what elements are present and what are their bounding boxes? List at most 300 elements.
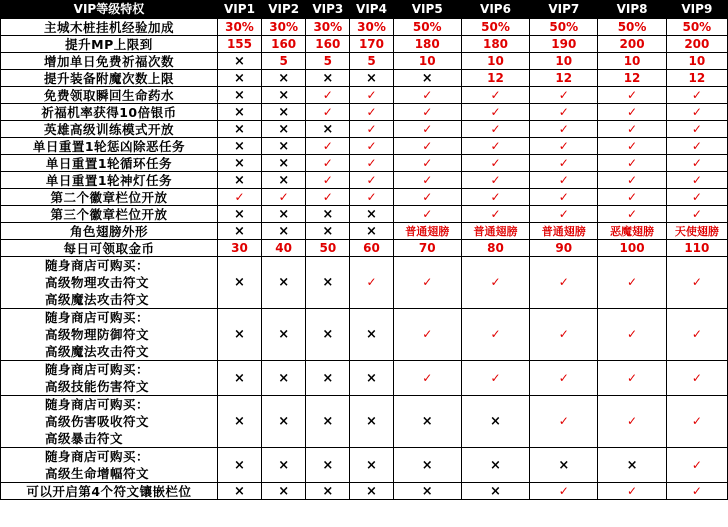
- feature-label: 主城木桩挂机经验加成: [1, 19, 218, 36]
- check-mark-icon: [350, 257, 393, 309]
- check-mark-icon: ✓: [558, 155, 569, 170]
- check-mark-icon: [666, 189, 727, 206]
- cross-mark-icon: ×: [366, 457, 377, 473]
- cross-mark-icon: [262, 448, 306, 483]
- cross-mark-icon: [306, 121, 350, 138]
- check-mark-icon: [530, 104, 598, 121]
- cross-mark-icon: ×: [234, 223, 245, 239]
- check-mark-icon: ✓: [422, 104, 433, 119]
- feature-label-line: 高级魔法攻击符文: [45, 344, 150, 359]
- value-cell: 110: [666, 240, 727, 257]
- cross-mark-icon: ×: [234, 138, 245, 154]
- cross-mark-icon: [217, 121, 261, 138]
- feature-label-line: 随身商店可购买：: [45, 449, 150, 464]
- check-mark-icon: [306, 87, 350, 104]
- check-mark-icon: ✓: [422, 189, 433, 204]
- cross-mark-icon: [217, 87, 261, 104]
- check-mark-icon: ✓: [558, 138, 569, 153]
- check-mark-icon: [306, 104, 350, 121]
- cross-mark-icon: ×: [278, 223, 290, 239]
- check-mark-icon: [598, 121, 666, 138]
- check-mark-icon: [598, 189, 666, 206]
- cross-mark-icon: ×: [322, 70, 334, 86]
- table-row: [1, 240, 728, 257]
- cross-mark-icon: ×: [234, 327, 245, 342]
- cross-mark-icon: [262, 396, 306, 448]
- check-mark-icon: ✓: [627, 414, 638, 428]
- feature-label-line: 随身商店可购买：: [45, 258, 150, 273]
- check-mark-icon: ✓: [490, 155, 501, 170]
- check-mark-icon: [530, 172, 598, 189]
- cross-mark-icon: [350, 70, 393, 87]
- check-mark-icon: [306, 155, 350, 172]
- check-mark-icon: ✓: [490, 327, 501, 341]
- check-mark-icon: [598, 257, 666, 309]
- cross-mark-icon: [262, 104, 306, 121]
- cross-mark-icon: ×: [234, 457, 245, 473]
- value-cell: 90: [530, 240, 598, 257]
- check-mark-icon: [461, 138, 529, 155]
- cross-mark-icon: ×: [421, 414, 433, 429]
- table-row: [1, 138, 728, 155]
- value-cell: 12: [598, 70, 666, 87]
- check-mark-icon: [530, 189, 598, 206]
- value-cell: 5: [350, 53, 393, 70]
- header-row: [1, 1, 728, 19]
- check-mark-icon: [350, 189, 393, 206]
- cross-mark-icon: [217, 448, 261, 483]
- cross-mark-icon: [306, 309, 350, 361]
- feature-label-line: 高级生命增幅符文: [45, 466, 150, 481]
- cross-mark-icon: [217, 396, 261, 448]
- cross-mark-icon: [262, 172, 306, 189]
- cross-mark-icon: [217, 223, 261, 240]
- value-cell: 普通翅膀: [530, 223, 598, 240]
- value-cell: 170: [350, 36, 393, 53]
- table-row: [1, 87, 728, 104]
- cross-mark-icon: [306, 257, 350, 309]
- value-cell: 天使翅膀: [666, 223, 727, 240]
- cross-mark-icon: [262, 87, 306, 104]
- table-row: [1, 19, 728, 36]
- check-mark-icon: ✓: [490, 121, 501, 136]
- feature-label: 祈福机率获得10倍银币: [1, 104, 218, 121]
- check-mark-icon: ✓: [691, 483, 702, 498]
- cross-mark-icon: ×: [278, 483, 290, 499]
- table-row: [1, 223, 728, 240]
- check-mark-icon: [666, 87, 727, 104]
- cross-mark-icon: [350, 309, 393, 361]
- cross-mark-icon: [217, 53, 261, 70]
- cross-mark-icon: ×: [234, 121, 245, 137]
- table-row: [1, 70, 728, 87]
- check-mark-icon: ✓: [366, 138, 377, 153]
- check-mark-icon: ✓: [278, 189, 289, 204]
- table-row: [1, 483, 728, 500]
- cross-mark-icon: ×: [278, 87, 290, 103]
- cross-mark-icon: [262, 309, 306, 361]
- cross-mark-icon: [350, 483, 393, 500]
- check-mark-icon: [666, 257, 727, 309]
- feature-label: 角色翅膀外形: [1, 223, 218, 240]
- check-mark-icon: [666, 206, 727, 223]
- cross-mark-icon: [306, 70, 350, 87]
- cross-mark-icon: [306, 396, 350, 448]
- value-cell: 12: [530, 70, 598, 87]
- cross-mark-icon: [598, 448, 666, 483]
- check-mark-icon: ✓: [558, 275, 569, 289]
- value-cell: 80: [461, 240, 529, 257]
- value-cell: 50%: [393, 19, 461, 36]
- check-mark-icon: ✓: [422, 370, 433, 385]
- value-cell: 30%: [217, 19, 261, 36]
- cross-mark-icon: [217, 172, 261, 189]
- cross-mark-icon: ×: [558, 457, 570, 473]
- check-mark-icon: ✓: [558, 87, 569, 102]
- cross-mark-icon: [217, 138, 261, 155]
- table-row: [1, 309, 728, 361]
- check-mark-icon: [598, 483, 666, 500]
- feature-label-line: 高级物理防御符文: [45, 327, 150, 342]
- check-mark-icon: [306, 189, 350, 206]
- cross-mark-icon: ×: [234, 483, 245, 499]
- cross-mark-icon: [262, 257, 306, 309]
- feature-label-line: 高级技能伤害符文: [45, 379, 150, 394]
- value-cell: 190: [530, 36, 598, 53]
- cross-mark-icon: [350, 361, 393, 396]
- table-row: [1, 361, 728, 396]
- vip-level-header: VIP5: [393, 1, 461, 19]
- check-mark-icon: ✓: [490, 275, 501, 289]
- feature-label: 每日可领取金币: [1, 240, 218, 257]
- value-cell: 30%: [262, 19, 306, 36]
- check-mark-icon: ✓: [627, 172, 638, 187]
- feature-label: 提升装备附魔次数上限: [1, 70, 218, 87]
- value-cell: 50%: [530, 19, 598, 36]
- check-mark-icon: [461, 257, 529, 309]
- check-mark-icon: ✓: [422, 172, 433, 187]
- cross-mark-icon: [306, 483, 350, 500]
- cross-mark-icon: ×: [278, 457, 290, 473]
- table-row: [1, 396, 728, 448]
- feature-label: 可以开启第4个符文镶嵌栏位: [1, 483, 218, 500]
- cross-mark-icon: [217, 361, 261, 396]
- check-mark-icon: ✓: [558, 172, 569, 187]
- check-mark-icon: ✓: [422, 87, 433, 102]
- check-mark-icon: ✓: [627, 483, 638, 498]
- cross-mark-icon: ×: [322, 327, 334, 342]
- cross-mark-icon: [262, 483, 306, 500]
- cross-mark-icon: ×: [366, 483, 377, 499]
- feature-label-line: 高级暴击符文: [45, 431, 124, 446]
- table-row: [1, 53, 728, 70]
- value-cell: 30%: [350, 19, 393, 36]
- value-cell: 180: [461, 36, 529, 53]
- check-mark-icon: ✓: [691, 275, 702, 289]
- feature-label: 免费领取瞬回生命药水: [1, 87, 218, 104]
- cross-mark-icon: [262, 138, 306, 155]
- cross-mark-icon: ×: [322, 206, 334, 222]
- value-cell: 10: [666, 53, 727, 70]
- vip-level-header: VIP4: [350, 1, 393, 19]
- check-mark-icon: [393, 172, 461, 189]
- check-mark-icon: [666, 121, 727, 138]
- cross-mark-icon: ×: [234, 87, 245, 103]
- cross-mark-icon: [217, 155, 261, 172]
- cross-mark-icon: ×: [626, 457, 638, 473]
- value-cell: 30%: [306, 19, 350, 36]
- feature-label-line: 随身商店可购买：: [45, 310, 150, 325]
- check-mark-icon: ✓: [691, 155, 702, 170]
- cross-mark-icon: ×: [278, 155, 290, 171]
- check-mark-icon: ✓: [490, 172, 501, 187]
- check-mark-icon: [598, 361, 666, 396]
- cross-mark-icon: [306, 206, 350, 223]
- check-mark-icon: [393, 206, 461, 223]
- vip-level-header: VIP3: [306, 1, 350, 19]
- cross-mark-icon: [262, 155, 306, 172]
- feature-label: 第三个徽章栏位开放: [1, 206, 218, 223]
- check-mark-icon: ✓: [691, 206, 702, 221]
- check-mark-icon: ✓: [322, 172, 333, 187]
- cross-mark-icon: ×: [322, 414, 334, 429]
- feature-label: 单日重置1轮神灯任务: [1, 172, 218, 189]
- check-mark-icon: [461, 104, 529, 121]
- feature-label-line: 随身商店可购买：: [45, 397, 150, 412]
- vip-level-header: VIP2: [262, 1, 306, 19]
- table-row: [1, 172, 728, 189]
- cross-mark-icon: [530, 448, 598, 483]
- check-mark-icon: ✓: [691, 457, 702, 472]
- cross-mark-icon: ×: [421, 457, 433, 473]
- check-mark-icon: ✓: [691, 370, 702, 385]
- check-mark-icon: ✓: [366, 121, 377, 136]
- value-cell: 50%: [666, 19, 727, 36]
- table-row: [1, 121, 728, 138]
- cross-mark-icon: [217, 70, 261, 87]
- value-cell: 10: [461, 53, 529, 70]
- value-cell: 10: [598, 53, 666, 70]
- check-mark-icon: [598, 87, 666, 104]
- check-mark-icon: [666, 361, 727, 396]
- cross-mark-icon: ×: [234, 104, 245, 120]
- value-cell: 10: [393, 53, 461, 70]
- cross-mark-icon: ×: [366, 414, 377, 429]
- check-mark-icon: [598, 155, 666, 172]
- check-mark-icon: ✓: [558, 370, 569, 385]
- vip-level-header: VIP7: [530, 1, 598, 19]
- check-mark-icon: ✓: [627, 189, 638, 204]
- value-cell: 5: [262, 53, 306, 70]
- feature-label: [1, 361, 218, 396]
- check-mark-icon: ✓: [490, 104, 501, 119]
- check-mark-icon: ✓: [322, 155, 333, 170]
- check-mark-icon: [461, 361, 529, 396]
- table-row: [1, 104, 728, 121]
- check-mark-icon: ✓: [366, 189, 377, 204]
- check-mark-icon: [530, 87, 598, 104]
- cross-mark-icon: ×: [366, 327, 377, 342]
- value-cell: 200: [598, 36, 666, 53]
- check-mark-icon: ✓: [490, 87, 501, 102]
- cross-mark-icon: ×: [234, 370, 245, 386]
- check-mark-icon: [350, 138, 393, 155]
- check-mark-icon: [530, 483, 598, 500]
- cross-mark-icon: ×: [322, 370, 334, 386]
- feature-label-line: 高级伤害吸收符文: [45, 414, 150, 429]
- check-mark-icon: [461, 121, 529, 138]
- cross-mark-icon: ×: [322, 483, 334, 499]
- check-mark-icon: ✓: [691, 121, 702, 136]
- table-row: [1, 155, 728, 172]
- cross-mark-icon: ×: [234, 206, 245, 222]
- cross-mark-icon: ×: [278, 414, 290, 429]
- table-row: [1, 36, 728, 53]
- cross-mark-icon: [306, 361, 350, 396]
- check-mark-icon: ✓: [490, 370, 501, 385]
- cross-mark-icon: [306, 448, 350, 483]
- cross-mark-icon: ×: [278, 275, 290, 290]
- check-mark-icon: ✓: [322, 87, 333, 102]
- cross-mark-icon: [217, 309, 261, 361]
- check-mark-icon: [530, 396, 598, 448]
- cross-mark-icon: ×: [278, 70, 290, 86]
- value-cell: 180: [393, 36, 461, 53]
- value-cell: 160: [306, 36, 350, 53]
- check-mark-icon: ✓: [691, 327, 702, 341]
- cross-mark-icon: ×: [322, 457, 334, 473]
- check-mark-icon: ✓: [627, 206, 638, 221]
- check-mark-icon: [461, 87, 529, 104]
- check-mark-icon: ✓: [366, 172, 377, 187]
- value-cell: 155: [217, 36, 261, 53]
- check-mark-icon: ✓: [627, 327, 638, 341]
- feature-label: 增加单日免费祈福次数: [1, 53, 218, 70]
- check-mark-icon: [393, 104, 461, 121]
- cross-mark-icon: ×: [322, 121, 334, 137]
- check-mark-icon: [666, 155, 727, 172]
- cross-mark-icon: ×: [278, 104, 290, 120]
- cross-mark-icon: [393, 448, 461, 483]
- cross-mark-icon: [262, 206, 306, 223]
- value-cell: 160: [262, 36, 306, 53]
- feature-label: [1, 396, 218, 448]
- check-mark-icon: [306, 138, 350, 155]
- check-mark-icon: [530, 257, 598, 309]
- table-row: [1, 257, 728, 309]
- check-mark-icon: [530, 155, 598, 172]
- check-mark-icon: ✓: [422, 121, 433, 136]
- check-mark-icon: [598, 206, 666, 223]
- check-mark-icon: [461, 206, 529, 223]
- check-mark-icon: ✓: [366, 275, 377, 289]
- check-mark-icon: ✓: [691, 138, 702, 153]
- feature-label: 单日重置1轮惩凶除恶任务: [1, 138, 218, 155]
- cross-mark-icon: [306, 223, 350, 240]
- cross-mark-icon: ×: [490, 457, 501, 473]
- check-mark-icon: [350, 104, 393, 121]
- check-mark-icon: [262, 189, 306, 206]
- value-cell: 普通翅膀: [461, 223, 529, 240]
- check-mark-icon: ✓: [366, 155, 377, 170]
- check-mark-icon: [393, 189, 461, 206]
- check-mark-icon: [393, 309, 461, 361]
- value-cell: 30: [217, 240, 261, 257]
- cross-mark-icon: [461, 448, 529, 483]
- vip-level-header: VIP1: [217, 1, 261, 19]
- check-mark-icon: [350, 155, 393, 172]
- check-mark-icon: [666, 138, 727, 155]
- check-mark-icon: [598, 309, 666, 361]
- check-mark-icon: ✓: [366, 104, 377, 119]
- value-cell: 40: [262, 240, 306, 257]
- cross-mark-icon: [262, 121, 306, 138]
- value-cell: 恶魔翅膀: [598, 223, 666, 240]
- check-mark-icon: ✓: [490, 138, 501, 153]
- table-row: [1, 206, 728, 223]
- value-cell: 50: [306, 240, 350, 257]
- check-mark-icon: [530, 138, 598, 155]
- value-cell: 60: [350, 240, 393, 257]
- check-mark-icon: [530, 206, 598, 223]
- check-mark-icon: [666, 104, 727, 121]
- table-row: [1, 189, 728, 206]
- cross-mark-icon: ×: [234, 53, 245, 69]
- check-mark-icon: [217, 189, 261, 206]
- check-mark-icon: [530, 361, 598, 396]
- cross-mark-icon: ×: [234, 414, 245, 429]
- check-mark-icon: ✓: [422, 138, 433, 153]
- value-cell: 200: [666, 36, 727, 53]
- feature-label: [1, 448, 218, 483]
- check-mark-icon: [393, 257, 461, 309]
- cross-mark-icon: ×: [278, 121, 290, 137]
- cross-mark-icon: [262, 223, 306, 240]
- feature-label: [1, 257, 218, 309]
- check-mark-icon: ✓: [422, 155, 433, 170]
- check-mark-icon: [530, 309, 598, 361]
- cross-mark-icon: [217, 483, 261, 500]
- check-mark-icon: ✓: [558, 327, 569, 341]
- check-mark-icon: [350, 87, 393, 104]
- value-cell: 70: [393, 240, 461, 257]
- check-mark-icon: ✓: [558, 483, 569, 498]
- feature-label-line: 高级魔法攻击符文: [45, 292, 150, 307]
- check-mark-icon: ✓: [422, 206, 433, 221]
- check-mark-icon: ✓: [322, 104, 333, 119]
- cross-mark-icon: [217, 206, 261, 223]
- check-mark-icon: [393, 121, 461, 138]
- check-mark-icon: ✓: [627, 87, 638, 102]
- cross-mark-icon: [217, 257, 261, 309]
- check-mark-icon: ✓: [490, 189, 501, 204]
- cross-mark-icon: ×: [490, 414, 501, 429]
- check-mark-icon: ✓: [558, 189, 569, 204]
- check-mark-icon: [598, 172, 666, 189]
- cross-mark-icon: ×: [421, 483, 433, 499]
- check-mark-icon: [666, 448, 727, 483]
- check-mark-icon: ✓: [490, 206, 501, 221]
- cross-mark-icon: ×: [278, 327, 290, 342]
- vip-level-header: VIP6: [461, 1, 529, 19]
- feature-column-header: VIP等级特权: [1, 1, 218, 19]
- check-mark-icon: [461, 309, 529, 361]
- value-cell: 10: [530, 53, 598, 70]
- feature-label: 单日重置1轮循环任务: [1, 155, 218, 172]
- check-mark-icon: ✓: [627, 104, 638, 119]
- check-mark-icon: [393, 361, 461, 396]
- check-mark-icon: [530, 121, 598, 138]
